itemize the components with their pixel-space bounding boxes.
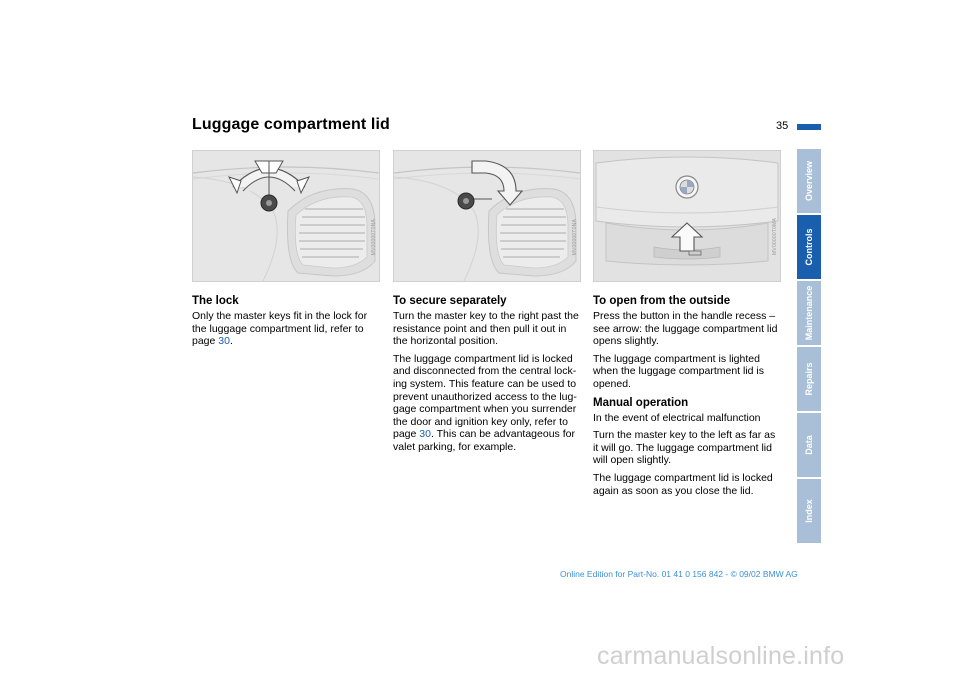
figure-code: MV00000T0NA	[371, 218, 377, 255]
page-marker	[797, 124, 821, 130]
figure-code: MV00000T0MA	[772, 218, 778, 255]
paragraph	[393, 353, 583, 454]
footer-edition-note: Online Edition for Part-No. 01 41 0 156 842 - © 09/02 BMW AG	[560, 569, 798, 579]
tab-label: Maintenance	[804, 285, 814, 341]
paragraph: Turn the master key to the left as far as it will go. The luggage compartment lid will open slightly.	[593, 429, 776, 467]
tab-label: Repairs	[804, 362, 814, 396]
paragraph: The luggage compartment lid is locked again as soon as you close the lid.	[593, 471, 773, 497]
tab-data[interactable]	[797, 413, 821, 477]
tab-label: Overview	[804, 160, 814, 202]
page-reference-link[interactable]: 30	[419, 428, 431, 441]
tab-overview[interactable]	[797, 149, 821, 213]
section-heading-manual-operation: Manual operation	[593, 396, 689, 409]
watermark: carmanualsonline.info	[597, 642, 845, 670]
paragraph	[192, 310, 382, 348]
tab-controls[interactable]	[797, 215, 821, 279]
figure-secure	[393, 150, 581, 282]
paragraph: In the event of electrical malfunction	[593, 411, 761, 424]
tab-repairs[interactable]	[797, 347, 821, 411]
section-heading: The lock	[192, 295, 239, 307]
paragraph-text: The luggage compartment lid is locked and disconnected from the central lock-ing system. This feature can be used to prevent unauthorized access to the lug-gage compartment when you surrender the door and ignition key only, refer to page	[393, 352, 577, 441]
tab-index[interactable]	[797, 479, 821, 543]
tab-maintenance[interactable]	[797, 281, 821, 345]
paragraph: Turn the master key to the right past the resistance point and then pull it out in the horizontal position.	[393, 310, 579, 348]
section-heading: To open from the outside	[593, 295, 731, 307]
page-number: 35	[776, 120, 789, 132]
paragraph-text: Only the master keys fit in the lock for the luggage compartment lid, refer to page	[192, 310, 368, 348]
paragraph: Press the button in the handle recess – see arrow: the luggage compartment lid opens slightly.	[593, 310, 778, 348]
figure-code: MV00000T0NA	[572, 218, 578, 255]
chapter-tabs	[797, 149, 821, 545]
section-the-lock	[192, 294, 382, 353]
section-open-from-outside	[593, 294, 783, 502]
section-secure-separately	[393, 294, 583, 459]
page-title: Luggage compartment lid	[192, 116, 390, 133]
page-reference-link[interactable]: 30	[218, 335, 230, 348]
paragraph-text: . This can be advantageous for valet parking, for example.	[393, 428, 575, 453]
paragraph-text: .	[229, 335, 233, 348]
paragraph: The luggage compartment is lighted when the luggage compartment lid is opened.	[593, 352, 765, 390]
tab-label: Data	[804, 435, 814, 455]
figure-open	[593, 150, 781, 282]
tab-label: Index	[804, 499, 814, 523]
tab-label: Controls	[804, 228, 814, 266]
section-heading: To secure separately	[393, 295, 507, 307]
figure-lock	[192, 150, 380, 282]
